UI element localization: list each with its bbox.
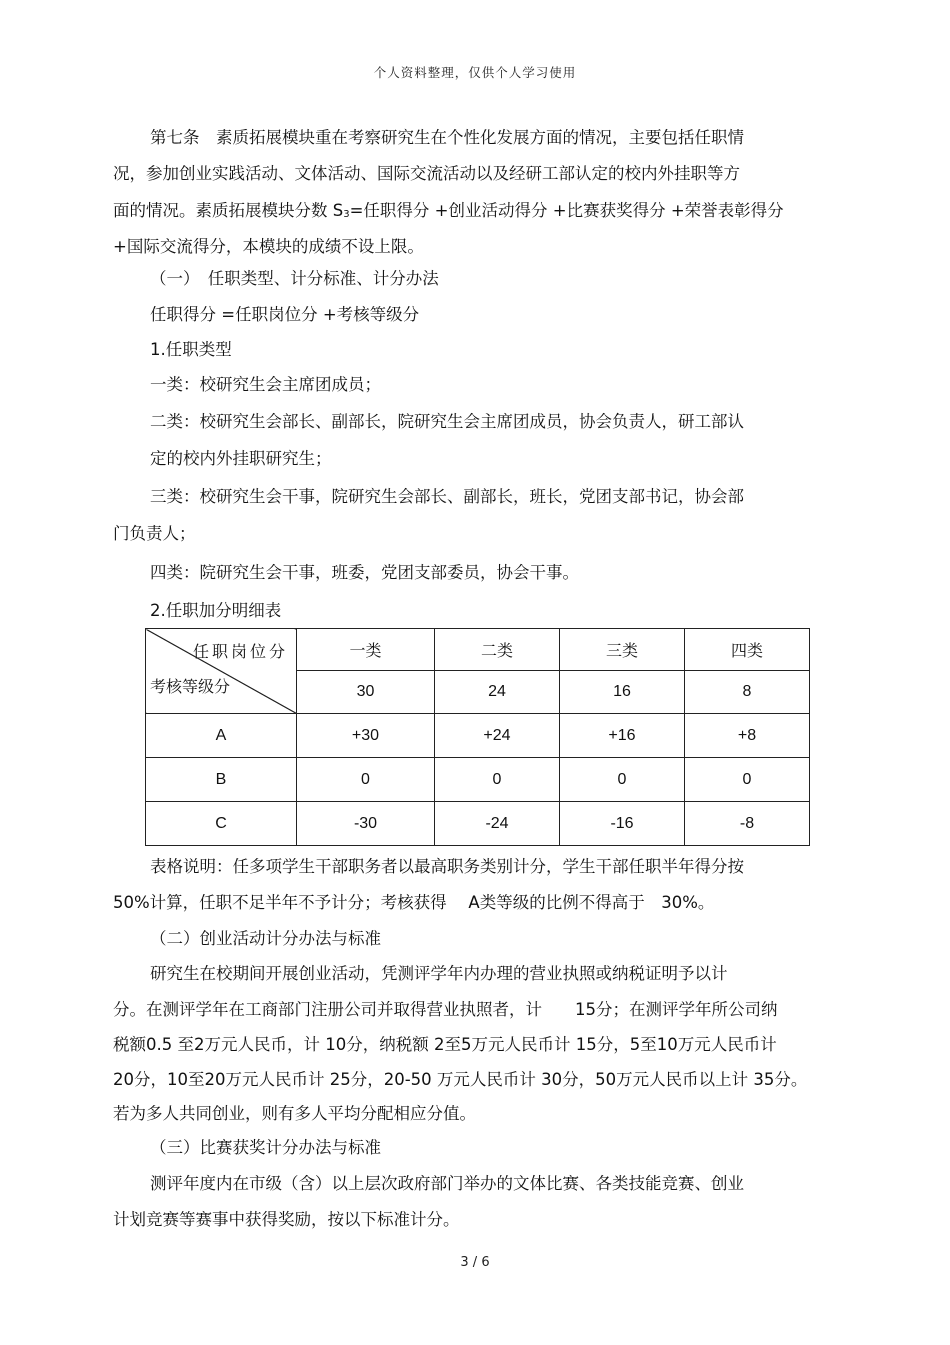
value-cell: -24 <box>435 802 560 846</box>
section3-line-2: 计划竞赛等赛事中获得奖励，按以下标准计分。 <box>113 1210 460 1229</box>
section2-line-3: 税额0.5 至2万元人民币，计 10分，纳税额 2至5万元人民币计 15分，5至10万元人民币计 <box>113 1035 777 1054</box>
value-cell: 0 <box>685 758 810 802</box>
table-corner-cell <box>146 629 297 714</box>
type-2-cont: 定的校内外挂职研究生； <box>150 449 332 468</box>
page-header: 个人资料整理，仅供个人学习使用 <box>373 65 577 80</box>
score-table <box>145 628 810 846</box>
category-header: 一类 <box>297 629 435 671</box>
section3-line-1: 测评年度内在市级（含）以上层次政府部门举办的文体比赛、各类技能竞赛、创业 <box>150 1174 744 1193</box>
type-3-cont: 门负责人； <box>113 524 196 543</box>
section2-line-1: 研究生在校期间开展创业活动，凭测评学年内办理的营业执照或纳税证明予以计 <box>150 964 728 983</box>
value-cell: +30 <box>297 714 435 758</box>
table-row <box>146 758 810 802</box>
base-score-cell: 8 <box>685 671 810 714</box>
value-cell: 0 <box>560 758 685 802</box>
value-cell: +24 <box>435 714 560 758</box>
value-cell: -8 <box>685 802 810 846</box>
section2-title: （二）创业活动计分办法与标准 <box>150 929 381 948</box>
category-header: 三类 <box>560 629 685 671</box>
value-cell: +8 <box>685 714 810 758</box>
article7-line-2: 况，参加创业实践活动、文体活动、国际交流活动以及经研工部认定的校内外挂职等方 <box>113 164 740 183</box>
value-cell: -30 <box>297 802 435 846</box>
types-title: 1.任职类型 <box>150 340 232 359</box>
base-score-cell: 16 <box>560 671 685 714</box>
table-title: 2.任职加分明细表 <box>150 601 282 620</box>
section2-line-4: 20分，10至20万元人民币计 25分，20-50 万元人民币计 30分，50万元人民币以上计 35分。 <box>113 1070 808 1089</box>
section2-line-5: 若为多人共同创业，则有多人平均分配相应分值。 <box>113 1104 476 1123</box>
corner-bottom-label: 考核等级分 <box>150 679 231 696</box>
section1-title: （一） 任职类型、计分标准、计分办法 <box>150 269 439 288</box>
score-subscript: 3 <box>343 209 350 220</box>
value-cell: 0 <box>297 758 435 802</box>
category-header: 二类 <box>435 629 560 671</box>
grade-cell: C <box>146 802 297 846</box>
type-2: 二类：校研究生会部长、副部长，院研究生会主席团成员，协会负责人，研工部认 <box>150 412 744 431</box>
corner-top-label: 任职岗位分 <box>192 644 288 661</box>
type-3: 三类：校研究生会干事，院研究生会部长、副部长，班长，党团支部书记，协会部 <box>150 487 744 506</box>
article7-line-4: +国际交流得分，本模块的成绩不设上限。 <box>113 237 424 256</box>
grade-cell: B <box>146 758 297 802</box>
table-row <box>146 714 810 758</box>
section2-line-2: 分。在测评学年在工商部门注册公司并取得营业执照者，计 15分；在测评学年所公司纳 <box>113 1000 778 1019</box>
section3-title: （三）比赛获奖计分办法与标准 <box>150 1138 381 1157</box>
grade-cell: A <box>146 714 297 758</box>
article7-line-3-formula: =任职得分 +创业活动得分 +比赛获奖得分 +荣誉表彰得分 <box>349 201 784 220</box>
value-cell: -16 <box>560 802 685 846</box>
article7-line-3-text: 面的情况。素质拓展模块分数 <box>113 201 328 220</box>
table-note-line-1: 表格说明：任多项学生干部职务者以最高职务类别计分，学生干部任职半年得分按 <box>150 857 744 876</box>
base-score-cell: 30 <box>297 671 435 714</box>
article7-line-1: 第七条 素质拓展模块重在考察研究生在个性化发展方面的情况，主要包括任职情 <box>150 128 744 147</box>
score-symbol: S <box>332 201 344 220</box>
table-row <box>146 802 810 846</box>
type-4: 四类：院研究生会干事，班委，党团支部委员，协会干事。 <box>150 563 579 582</box>
value-cell: 0 <box>435 758 560 802</box>
section1-formula: 任职得分 =任职岗位分 +考核等级分 <box>150 305 420 324</box>
base-score-cell: 24 <box>435 671 560 714</box>
value-cell: +16 <box>560 714 685 758</box>
type-1: 一类：校研究生会主席团成员； <box>150 375 381 394</box>
page-number: 3 / 6 <box>460 1255 490 1270</box>
table-note-line-2: 50%计算，任职不足半年不予计分；考核获得 A类等级的比例不得高于 30%。 <box>113 893 715 912</box>
article7-line-3 <box>113 201 784 225</box>
category-header: 四类 <box>685 629 810 671</box>
